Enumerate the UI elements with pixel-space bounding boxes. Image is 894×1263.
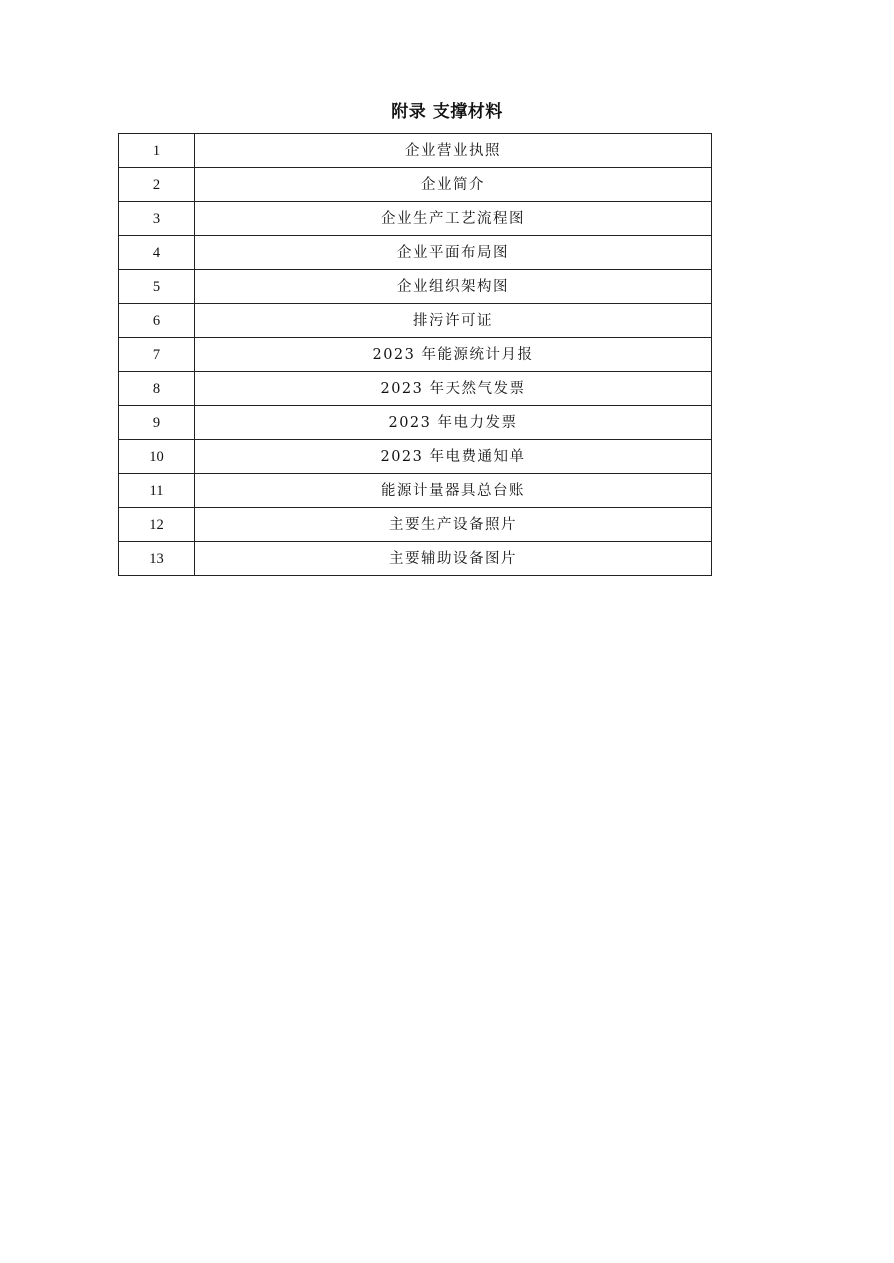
- appendix-table: [118, 133, 712, 576]
- table-row: [119, 474, 712, 508]
- table-row: [119, 440, 712, 474]
- material-name: 企业简介: [195, 168, 712, 202]
- row-number: 7: [119, 338, 195, 372]
- table-row: [119, 508, 712, 542]
- table-row: [119, 304, 712, 338]
- material-name: 企业平面布局图: [195, 236, 712, 270]
- row-number: 13: [119, 542, 195, 576]
- page-title: 附录 支撑材料: [391, 102, 503, 122]
- table-row: [119, 406, 712, 440]
- table-row: [119, 270, 712, 304]
- material-name: 主要生产设备照片: [195, 508, 712, 542]
- row-number: 8: [119, 372, 195, 406]
- row-number: 2: [119, 168, 195, 202]
- table-row: [119, 168, 712, 202]
- row-number: 6: [119, 304, 195, 338]
- material-name: 企业生产工艺流程图: [195, 202, 712, 236]
- table-row: [119, 134, 712, 168]
- material-name: 2023 年天然气发票: [195, 372, 712, 406]
- row-number: 11: [119, 474, 195, 508]
- row-number: 1: [119, 134, 195, 168]
- row-number: 10: [119, 440, 195, 474]
- row-number: 12: [119, 508, 195, 542]
- table-row: [119, 236, 712, 270]
- material-name: 2023 年能源统计月报: [195, 338, 712, 372]
- material-name: 2023 年电力发票: [195, 406, 712, 440]
- row-number: 4: [119, 236, 195, 270]
- material-name: 排污许可证: [195, 304, 712, 338]
- table-row: [119, 202, 712, 236]
- row-number: 9: [119, 406, 195, 440]
- material-name: 企业营业执照: [195, 134, 712, 168]
- material-name: 2023 年电费通知单: [195, 440, 712, 474]
- table-row: [119, 542, 712, 576]
- material-name: 能源计量器具总台账: [195, 474, 712, 508]
- table-row: [119, 338, 712, 372]
- table-row: [119, 372, 712, 406]
- material-name: 企业组织架构图: [195, 270, 712, 304]
- row-number: 5: [119, 270, 195, 304]
- row-number: 3: [119, 202, 195, 236]
- material-name: 主要辅助设备图片: [195, 542, 712, 576]
